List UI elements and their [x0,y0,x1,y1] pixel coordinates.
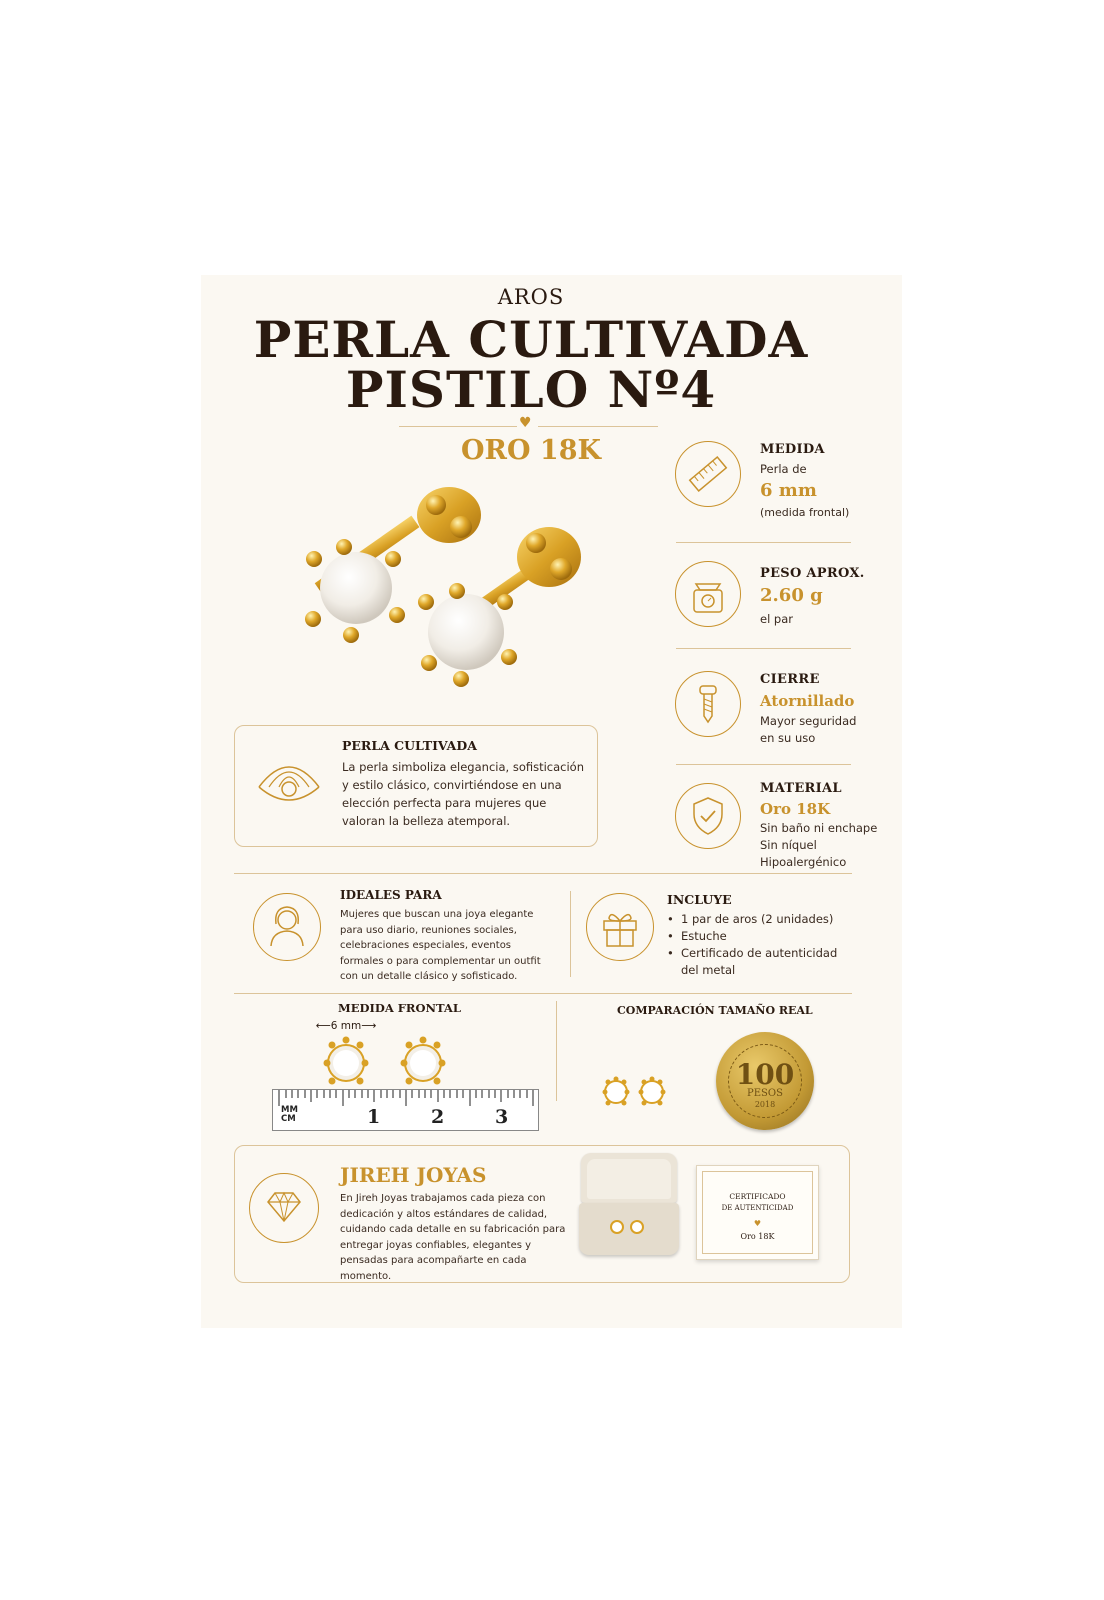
spec-value-peso: 2.60 g [760,585,823,606]
diamond-icon [249,1173,319,1243]
spec-note2-material: Sin níquel [760,838,817,852]
spec-label-peso: PESO APROX. [760,566,865,581]
product-title-line2: PISTILO Nº4 [345,360,717,419]
heart-ornament-icon: ♥ [519,415,532,431]
spec-note1-cierre: Mayor seguridad [760,714,857,728]
hero-earrings-image [261,467,631,717]
includes-item: • 1 par de aros (2 unidades) [667,911,857,928]
section-divider [234,993,852,994]
certificate-title-2: DE AUTENTICIDAD [721,1204,794,1212]
compare-heading: COMPARACIÓN TAMAÑO REAL [617,1004,813,1017]
product-title-line1: PERLA CULTIVADA [253,310,809,369]
spec-value-material: Oro 18K [760,800,831,818]
ideal-text: Mujeres que buscan una joya elegante para uso diario, reuniones sociales, celebraciones especiales, eventos formales o para complementar un outfit con un detalle clásico y sofisticado. [340,909,541,982]
coin-value: 100 [735,1058,795,1091]
measure-heading: MEDIDA FRONTAL [338,1001,461,1015]
spec-note1-material: Sin baño ni enchape [760,821,878,835]
woman-icon [253,893,321,961]
ruler-mark-3: 3 [495,1106,509,1128]
certificate-heart-icon: ♥ [753,1219,762,1228]
includes-list [667,911,857,979]
ruler-icon [675,441,741,507]
spec-note-peso: el par [760,612,794,626]
includes-item: • Certificado de autenticidad del metal [667,945,857,979]
ruler-mark-1: 1 [367,1106,381,1128]
pearl-info-heading: PERLA CULTIVADA [342,738,477,753]
spec-note-medida: (medida frontal) [760,506,850,519]
spec-divider [676,542,851,543]
spec-divider [676,764,851,765]
product-subtitle: ORO 18K [461,435,601,466]
product-kicker: AROS [497,285,565,309]
certificate-metal: Oro 18K [740,1232,775,1241]
spec-note3-material: Hipoalergénico [760,855,847,869]
ruler-image [272,1089,539,1131]
divider-left [399,426,517,427]
shell-pearl-icon [253,753,325,815]
spec-label-medida: MEDIDA [760,442,825,457]
shield-check-icon [675,783,741,849]
product-sheet [201,275,902,1328]
screw-icon [675,671,741,737]
brand-text: En Jireh Joyas trabajamos cada pieza con dedicación y altos estándares de calidad, cuidando cada detalle en su fabricación para entregar joyas confiables, elegantes y pensadas para acompañarte en cada momento. [340,1193,566,1282]
pearl-info-text: La perla simboliza elegancia, sofisticación y estilo clásico, convirtiéndose en una elección perfecta para mujeres que valoran la belleza atemporal. [342,760,584,828]
spec-divider [676,648,851,649]
compare-earrings-image [596,1070,676,1114]
includes-item: • Estuche [667,928,857,945]
measure-earrings-image [313,1031,473,1091]
coin-word: PESOS [747,1088,783,1099]
spec-value-medida: 6 mm [760,480,817,501]
certificate-card [696,1165,819,1260]
jewelry-box-base [579,1203,679,1255]
spec-pre-medida: Perla de [760,462,807,476]
section-vdivider [556,1001,557,1101]
ruler-mark-2: 2 [431,1106,445,1128]
brand-name: JIREH JOYAS [340,1163,487,1187]
divider-right [538,426,658,427]
ruler-units: MM CM [281,1105,298,1124]
section-vdivider [570,891,571,977]
gift-icon [586,893,654,961]
scale-icon [675,561,741,627]
coin-image [716,1032,814,1130]
jewelry-box-lid [581,1153,677,1203]
includes-heading: INCLUYE [667,892,732,907]
certificate-title-1: CERTIFICADO [729,1192,786,1201]
spec-value-cierre: Atornillado [760,692,855,710]
ideal-heading: IDEALES PARA [340,888,442,902]
spec-label-cierre: CIERRE [760,672,820,687]
measure-dimension-label: ⟵6 mm⟶ [315,1020,377,1032]
section-divider [234,873,852,874]
spec-label-material: MATERIAL [760,781,842,796]
coin-year: 2018 [754,1100,776,1109]
spec-note2-cierre: en su uso [760,731,816,745]
